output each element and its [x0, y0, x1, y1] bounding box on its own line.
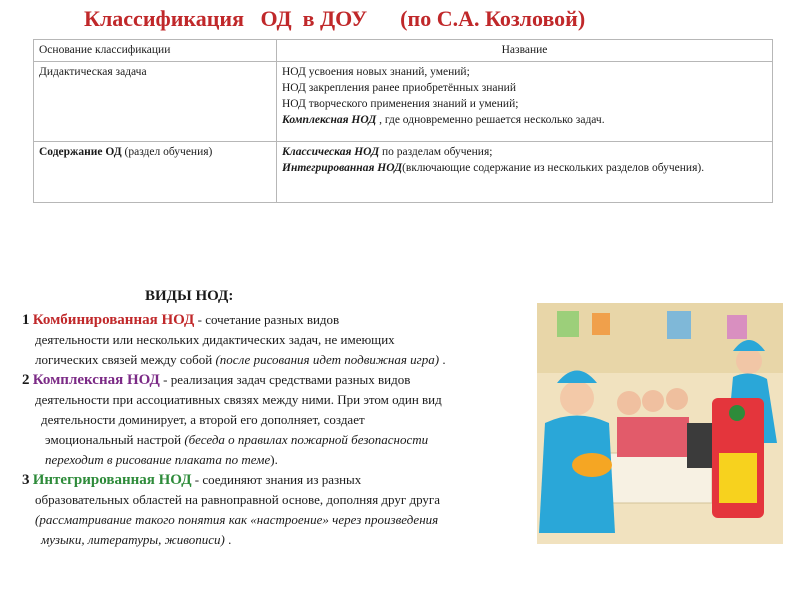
child-face-1 [560, 381, 594, 415]
type1-name: Комбинированная НОД [32, 312, 195, 328]
child-face-2 [617, 391, 641, 415]
type1-text-1: - сочетание разных видов [194, 312, 340, 327]
row1-line-4-bold: Комплексная НОД [282, 114, 377, 126]
type3-line-2: образовательных областей на равноправной основе, дополняя друг друга [35, 492, 441, 507]
types-list [22, 310, 534, 550]
row2-basis-bold: Содержание ОД [39, 146, 122, 158]
types-heading: ВИДЫ НОД: [145, 288, 234, 304]
type1-line-1 [22, 310, 534, 330]
toy-kitchen-door [719, 453, 757, 503]
row2-line-1 [282, 144, 767, 160]
table-row [34, 62, 773, 142]
row2-basis [34, 142, 277, 203]
wall-picture-3 [667, 311, 691, 339]
type1-line-3 [22, 350, 534, 370]
row2-line-2-rest: (включающие содержание из нескольких разделов обучения). [402, 162, 705, 174]
type2-text-4a: эмоциональный настрой [45, 432, 185, 447]
page-title: Классификация ОД в ДОУ (по С.А. Козловой) [84, 6, 586, 31]
type3-name: Интегрированная НОД [32, 472, 192, 488]
type2-line-4 [22, 430, 534, 450]
row1-line-3: НОД творческого применения знаний и умений; [282, 98, 519, 110]
type3-line-3: (рассматривание такого понятия как «настроение» через произведения [35, 512, 439, 527]
type2-name: Комплексная НОД [32, 372, 160, 388]
row2-basis-rest: (раздел обучения) [121, 146, 213, 158]
table-header-row [34, 40, 773, 62]
row2-names [277, 142, 773, 203]
type3-line-4 [22, 530, 534, 550]
classroom-illustration [537, 303, 783, 544]
header-name: Название [277, 40, 773, 62]
toy-fruit [572, 453, 612, 477]
type2-text-1: - реализация задач средствами разных видов [159, 372, 411, 387]
row1-line-2: НОД закрепления ранее приобретённых знаний [282, 82, 516, 94]
toy-kitchen-knob [729, 405, 745, 421]
type2-text-5c: ). [270, 452, 278, 467]
children-clothes [617, 417, 689, 457]
type2-example-1: (беседа о правилах пожарной безопасности [184, 432, 429, 447]
row1-basis: Дидактическая задача [34, 62, 277, 142]
type3-example: музыки, литературы, живописи) [41, 532, 225, 547]
type1-example: (после рисования идет подвижная игра) [215, 352, 440, 367]
type1-line-2: деятельности или нескольких дидактических задач, не имеющих [35, 332, 395, 347]
wall-picture-2 [592, 313, 610, 335]
row1-names [277, 62, 773, 142]
type3-text-4c: . [224, 532, 232, 547]
child-face-5 [736, 348, 762, 374]
type3-number: 3 [22, 472, 30, 488]
classroom-photo [537, 303, 783, 544]
child-face-3 [642, 390, 664, 412]
classification-table [33, 39, 773, 203]
type2-line-2: деятельности при ассоциативных связях между ними. При этом один вид [35, 392, 442, 407]
row1-line-1: НОД усвоения новых знаний, умений; [282, 66, 470, 78]
type1-number: 1 [22, 312, 30, 328]
type2-line-5 [22, 450, 534, 470]
header-basis: Основание классификации [34, 40, 277, 62]
type3-line-1 [22, 470, 534, 490]
type2-number: 2 [22, 372, 30, 388]
wall-picture-4 [727, 315, 747, 339]
row2-line-2 [282, 160, 767, 176]
row2-line-1-rest: по разделам обучения; [379, 146, 493, 158]
type2-line-1 [22, 370, 534, 390]
child-face-4 [666, 388, 688, 410]
type2-example-2: переходит в рисование плаката по теме [45, 452, 271, 467]
row2-line-2-bold: Интегрированная НОД [282, 162, 403, 174]
type3-text-1: - соединяют знания из разных [191, 472, 362, 487]
row1-line-4-rest: , где одновременно решается несколько задач. [376, 114, 605, 126]
type1-text-3c: . [439, 352, 446, 367]
type1-text-3a: логических связей между собой [35, 352, 216, 367]
type2-line-3: деятельности доминирует, а второй его дополняет, создает [41, 412, 365, 427]
table-row [34, 142, 773, 203]
row2-line-1-bold: Классическая НОД [282, 146, 380, 158]
row1-line-4 [282, 112, 767, 128]
wall-picture-1 [557, 311, 579, 337]
